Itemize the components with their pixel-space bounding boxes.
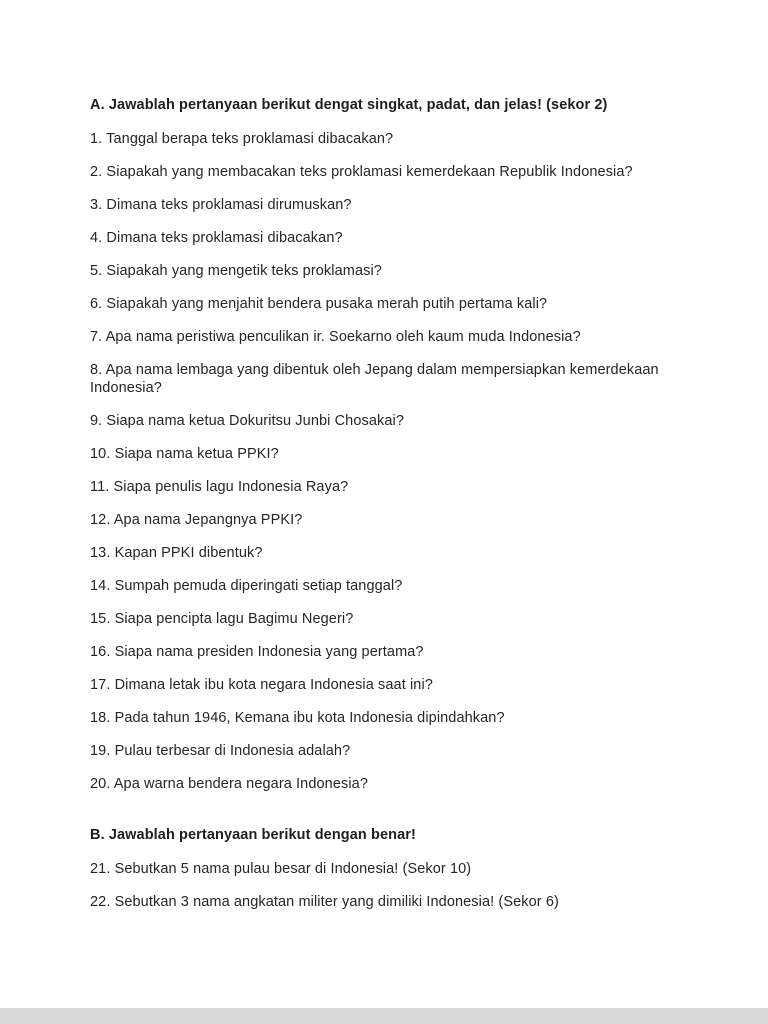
section-b-heading: B. Jawablah pertanyaan berikut dengan benar! [90, 827, 416, 843]
question-item: 18. Pada tahun 1946, Kemana ibu kota Indonesia dipindahkan? [90, 710, 505, 726]
question-item: 2. Siapakah yang membacakan teks proklamasi kemerdekaan Republik Indonesia? [90, 164, 633, 180]
question-item: 11. Siapa penulis lagu Indonesia Raya? [90, 479, 349, 495]
section-a-heading: A. Jawablah pertanyaan berikut dengat singkat, padat, dan jelas! (sekor 2) [90, 97, 608, 113]
question-item: 8. Apa nama lembaga yang dibentuk oleh Jepang dalam mempersiapkan kemerdekaan Indonesia? [90, 362, 659, 396]
section-a [90, 96, 698, 793]
question-item: 6. Siapakah yang menjahit bendera pusaka merah putih pertama kali? [90, 296, 548, 312]
question-item: 22. Sebutkan 3 nama angkatan militer yang dimiliki Indonesia! (Sekor 6) [90, 894, 559, 910]
question-item: 20. Apa warna bendera negara Indonesia? [90, 776, 369, 792]
question-item: 15. Siapa pencipta lagu Bagimu Negeri? [90, 611, 354, 627]
question-item: 13. Kapan PPKI dibentuk? [90, 545, 263, 561]
section-a-question-list [90, 130, 698, 793]
question-item: 1. Tanggal berapa teks proklamasi dibacakan? [90, 131, 394, 147]
question-item: 12. Apa nama Jepangnya PPKI? [90, 512, 303, 528]
question-item: 5. Siapakah yang mengetik teks proklamasi? [90, 263, 382, 279]
question-item: 7. Apa nama peristiwa penculikan ir. Soekarno oleh kaum muda Indonesia? [90, 329, 581, 345]
question-item: 4. Dimana teks proklamasi dibacakan? [90, 230, 343, 246]
viewer-background-strip [0, 1008, 768, 1024]
question-item: 3. Dimana teks proklamasi dirumuskan? [90, 197, 352, 213]
section-b [90, 826, 698, 911]
question-item: 21. Sebutkan 5 nama pulau besar di Indonesia! (Sekor 10) [90, 861, 472, 877]
question-item: 9. Siapa nama ketua Dokuritsu Junbi Chosakai? [90, 413, 405, 429]
question-item: 14. Sumpah pemuda diperingati setiap tanggal? [90, 578, 403, 594]
section-b-question-list [90, 860, 698, 911]
question-item: 10. Siapa nama ketua PPKI? [90, 446, 279, 462]
question-item: 17. Dimana letak ibu kota negara Indonesia saat ini? [90, 677, 433, 693]
question-item: 16. Siapa nama presiden Indonesia yang pertama? [90, 644, 424, 660]
question-item: 19. Pulau terbesar di Indonesia adalah? [90, 743, 351, 759]
